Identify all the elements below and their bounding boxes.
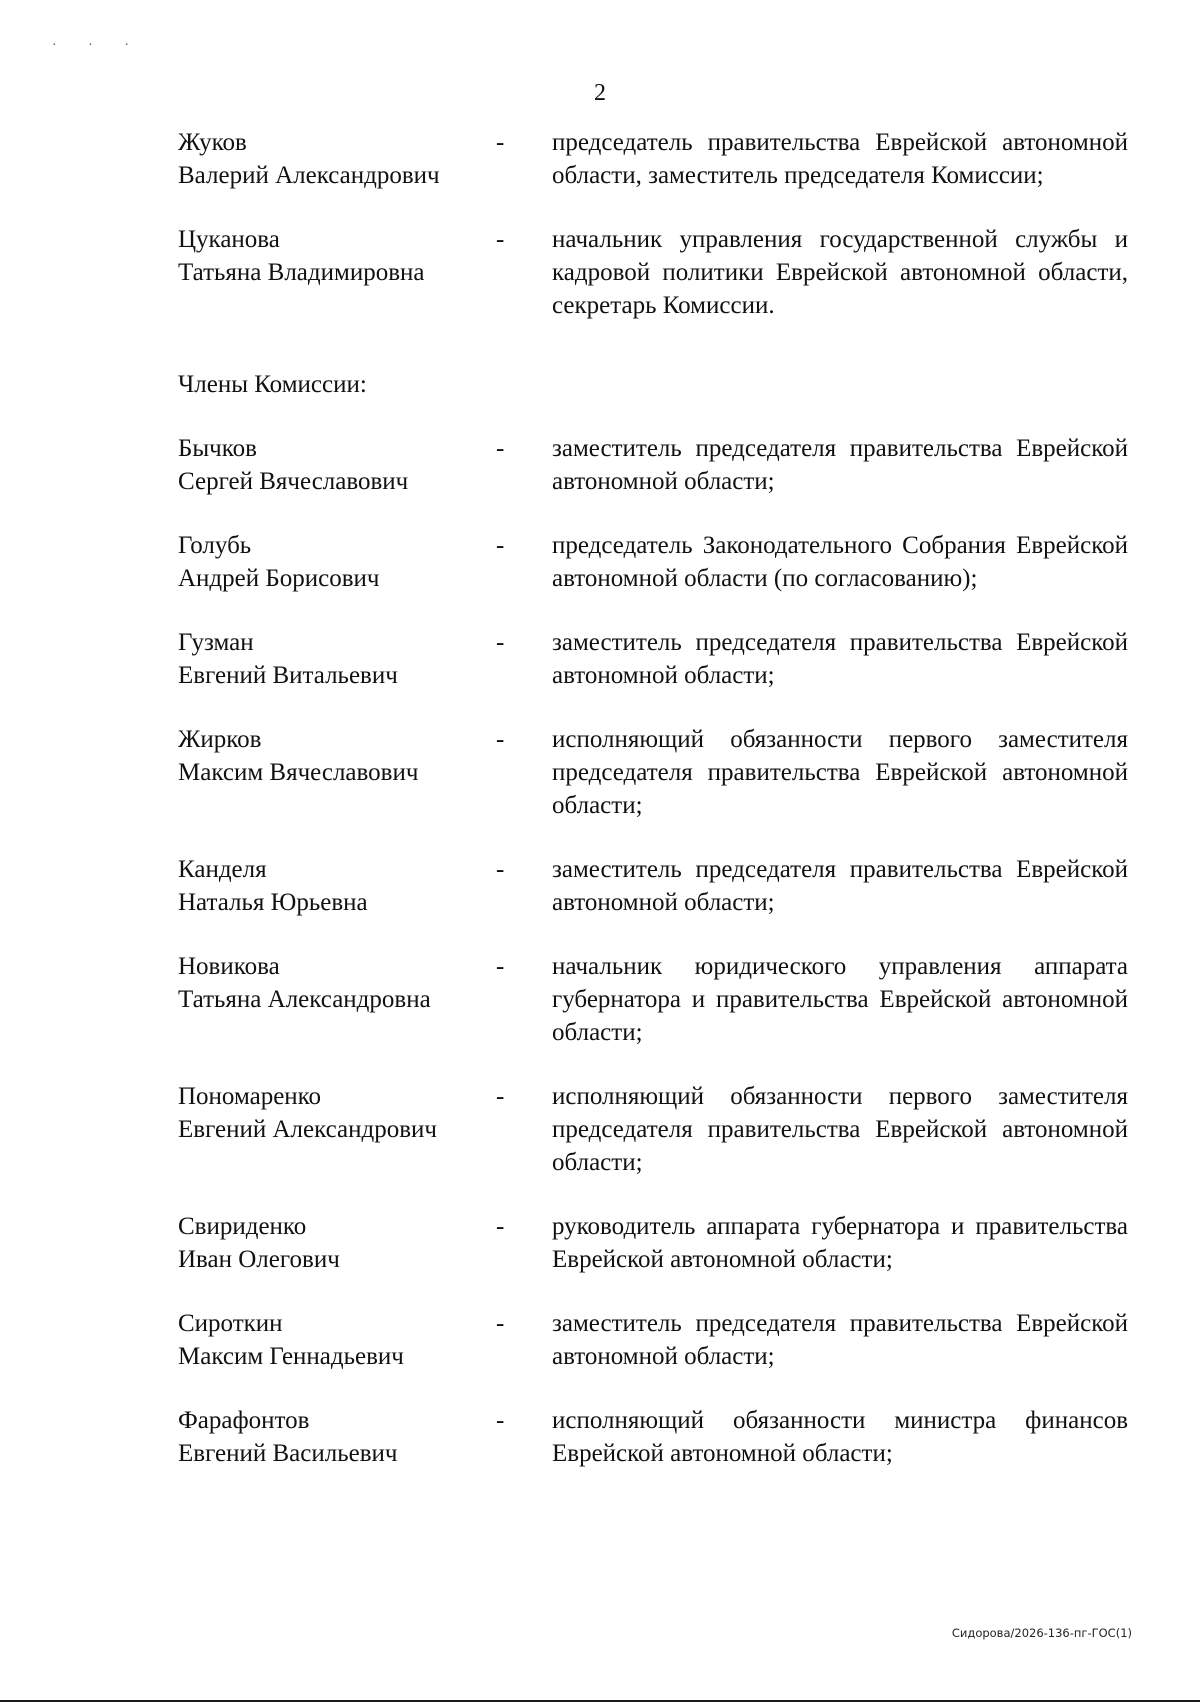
separator-dash: -: [496, 1213, 505, 1240]
members-heading: Члены Комиссии:: [178, 371, 367, 398]
member-name: [178, 1210, 496, 1276]
scan-edge-line: [0, 1700, 1200, 1702]
member-name: [178, 223, 496, 322]
member-role: начальник юридического управления аппарата губернатора и правительства Еврейской автономной области;: [552, 953, 1128, 1046]
member-given-name: Евгений Васильевич: [178, 1440, 398, 1467]
separator-dash: -: [496, 1407, 505, 1434]
member-given-name: Валерий Александрович: [178, 162, 440, 189]
page-number: 2: [594, 80, 606, 106]
member-surname: Жуков: [178, 129, 247, 156]
roster-row: [178, 223, 1128, 322]
separator-dash: -: [496, 1083, 505, 1110]
member-role: председатель правительства Еврейской автономной области, заместитель председателя Комиссии;: [552, 129, 1128, 189]
member-role: исполняющий обязанности первого заместителя председателя правительства Еврейской автономной области;: [552, 1083, 1128, 1176]
document-footer-code: Сидорова/2026-136-пг-ГОС(1): [951, 1626, 1132, 1640]
separator-dash: -: [496, 856, 505, 883]
member-role: исполняющий обязанности первого заместителя председателя правительства Еврейской автономной области;: [552, 726, 1128, 819]
member-given-name: Максим Вячеславович: [178, 759, 419, 786]
member-surname: Жирков: [178, 726, 262, 753]
roster-row: [178, 950, 1128, 1049]
member-given-name: Иван Олегович: [178, 1246, 340, 1273]
member-surname: Бычков: [178, 435, 257, 462]
separator-dash: -: [496, 953, 505, 980]
member-given-name: Максим Геннадьевич: [178, 1343, 404, 1370]
roster-row: [178, 1210, 1128, 1276]
member-given-name: Евгений Александрович: [178, 1116, 437, 1143]
member-role: заместитель председателя правительства Еврейской автономной области;: [552, 629, 1128, 689]
member-given-name: Наталья Юрьевна: [178, 889, 368, 916]
roster-row: [178, 1080, 1128, 1179]
member-given-name: Сергей Вячеславович: [178, 468, 409, 495]
separator-dash: -: [496, 629, 505, 656]
member-surname: Пономаренко: [178, 1083, 322, 1110]
scan-specks: · · ·: [52, 38, 143, 53]
member-name: [178, 529, 496, 595]
member-surname: Фарафонтов: [178, 1407, 310, 1434]
member-name: [178, 626, 496, 692]
roster-row: [178, 1404, 1128, 1470]
member-given-name: Татьяна Александровна: [178, 986, 431, 1013]
member-given-name: Татьяна Владимировна: [178, 259, 425, 286]
member-name: [178, 432, 496, 498]
member-name: [178, 1080, 496, 1179]
roster-row: [178, 432, 1128, 498]
roster-row: [178, 1307, 1128, 1373]
roster-row: [178, 126, 1128, 192]
member-role: начальник управления государственной службы и кадровой политики Еврейской автономной области, секретарь Комиссии.: [552, 226, 1128, 319]
member-surname: Цуканова: [178, 226, 280, 253]
member-given-name: Андрей Борисович: [178, 565, 380, 592]
commission-roster: [178, 126, 1128, 1470]
separator-dash: -: [496, 226, 505, 253]
member-role: исполняющий обязанности министра финансов Еврейской автономной области;: [552, 1407, 1128, 1467]
roster-row: [178, 723, 1128, 822]
member-surname: Канделя: [178, 856, 267, 883]
separator-dash: -: [496, 129, 505, 156]
member-role: заместитель председателя правительства Еврейской автономной области;: [552, 435, 1128, 495]
roster-row: [178, 626, 1128, 692]
member-role: руководитель аппарата губернатора и правительства Еврейской автономной области;: [552, 1213, 1128, 1273]
member-name: [178, 950, 496, 1049]
member-role: заместитель председателя правительства Еврейской автономной области;: [552, 856, 1128, 916]
member-surname: Сироткин: [178, 1310, 283, 1337]
member-name: [178, 1307, 496, 1373]
member-surname: Гузман: [178, 629, 254, 656]
roster-row: [178, 529, 1128, 595]
member-name: [178, 853, 496, 919]
member-role: председатель Законодательного Собрания Еврейской автономной области (по согласованию);: [552, 532, 1128, 592]
member-surname: Новикова: [178, 953, 280, 980]
separator-dash: -: [496, 1310, 505, 1337]
member-name: [178, 723, 496, 822]
roster-row: [178, 853, 1128, 919]
separator-dash: -: [496, 726, 505, 753]
member-role: заместитель председателя правительства Еврейской автономной области;: [552, 1310, 1128, 1370]
member-name: [178, 126, 496, 192]
separator-dash: -: [496, 435, 505, 462]
member-surname: Голубь: [178, 532, 252, 559]
separator-dash: -: [496, 532, 505, 559]
member-name: [178, 1404, 496, 1470]
member-surname: Свириденко: [178, 1213, 307, 1240]
member-given-name: Евгений Витальевич: [178, 662, 398, 689]
